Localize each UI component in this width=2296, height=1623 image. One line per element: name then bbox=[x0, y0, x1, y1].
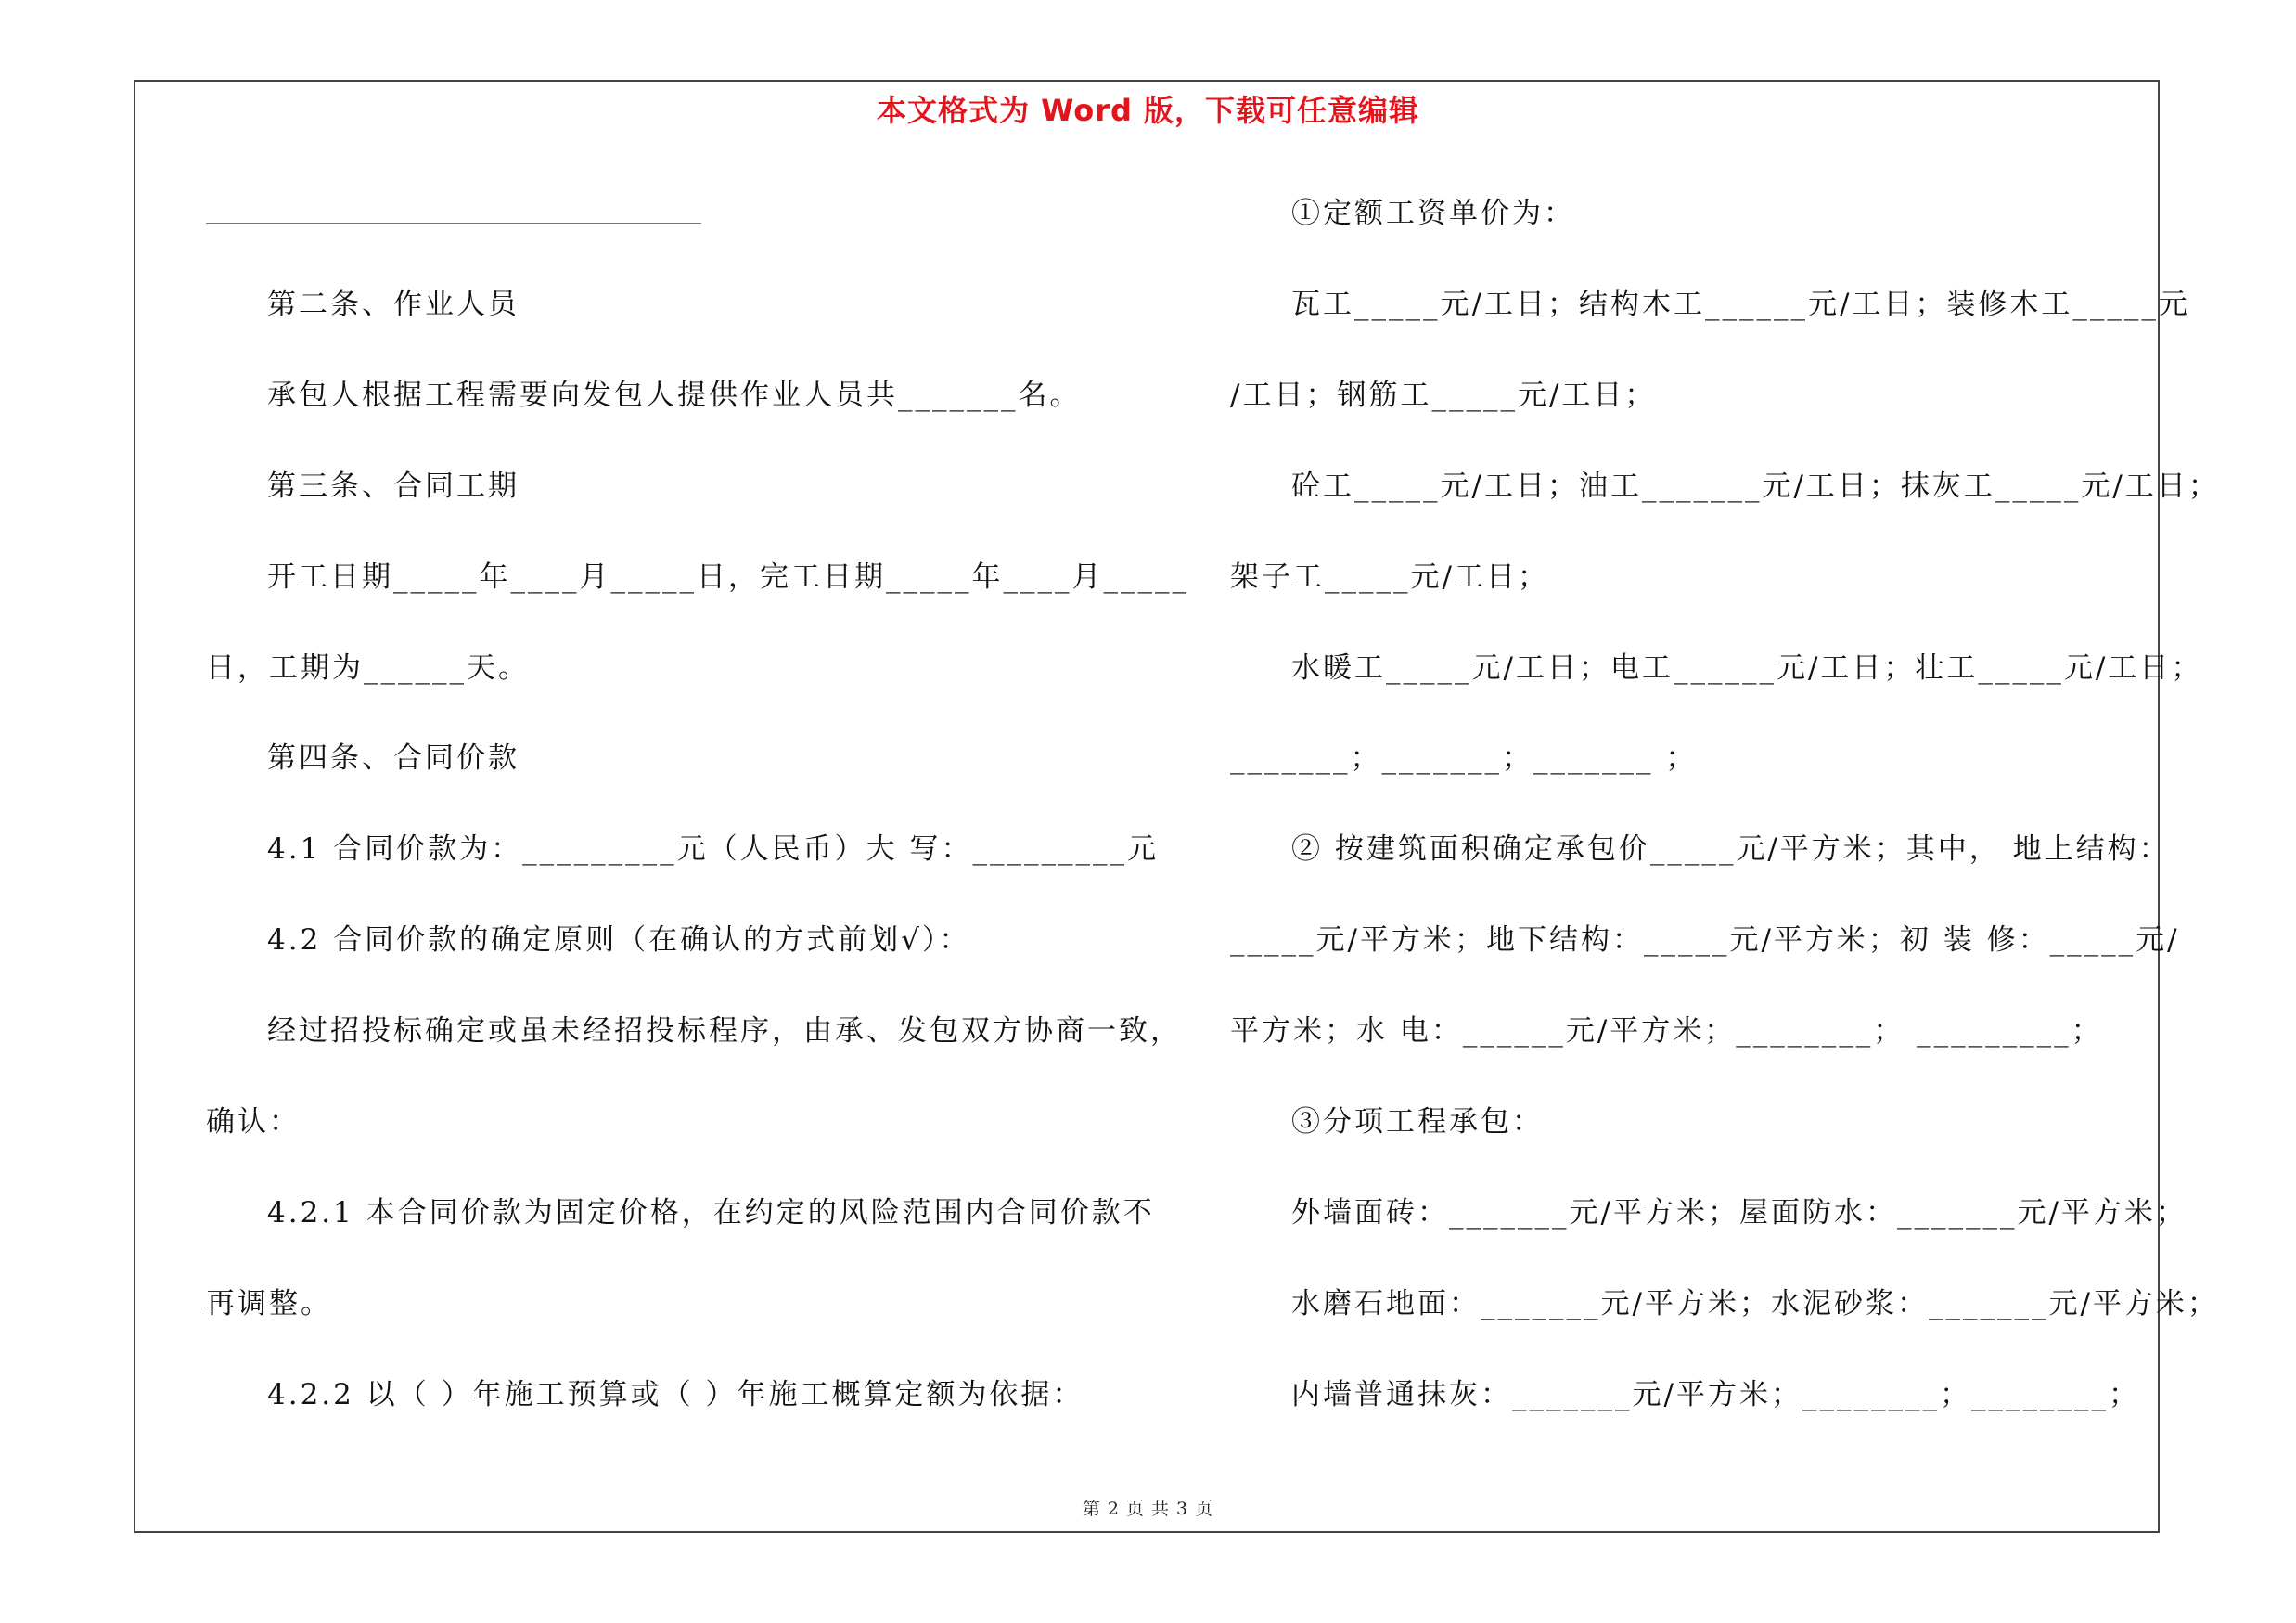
paragraph-line: 架子工_____元/工日； bbox=[1230, 560, 1549, 594]
paragraph-line: 承包人根据工程需要向发包人提供作业人员共_______名。 bbox=[267, 379, 1082, 412]
paragraph-line: 4.2 合同价款的确定原则（在确认的方式前划√）： bbox=[267, 923, 971, 957]
paragraph-line: 4.2.2 以（ ）年施工预算或（ ）年施工概算定额为依据： bbox=[267, 1378, 1084, 1411]
page-number-footer: 第 2 页 共 3 页 bbox=[1082, 1499, 1214, 1519]
paragraph-line: 瓦工_____元/工日；结构木工______元/工日；装修木工_____元 bbox=[1291, 288, 2190, 321]
paragraph-line: /工日；钢筋工_____元/工日； bbox=[1230, 379, 1657, 412]
paragraph-line: 砼工_____元/工日；油工_______元/工日；抹灰工_____元/工日； bbox=[1291, 470, 2220, 503]
paragraph-line: 4.2.1 本合同价款为固定价格，在约定的风险范围内合同价款不 bbox=[267, 1196, 1155, 1230]
paragraph-line: 经过招投标确定或虽未经招投标程序，由承、发包双方协商一致， bbox=[267, 1014, 1182, 1048]
paragraph-line: 外墙面砖：_______元/平方米；屋面防水：_______元/平方米； bbox=[1291, 1196, 2187, 1230]
section-heading-price: 第四条、合同价款 bbox=[267, 741, 519, 775]
format-banner: 本文格式为 Word 版，下载可任意编辑 bbox=[876, 93, 1420, 128]
paragraph-line: ② 按建筑面积确定承包价_____元/平方米；其中， 地上结构： bbox=[1291, 832, 2171, 866]
paragraph-line: 开工日期_____年____月_____日，完工日期_____年____月_____ bbox=[267, 560, 1189, 594]
top-blank-rule bbox=[206, 223, 701, 224]
paragraph-line: 水暖工_____元/工日；电工______元/工日；壮工_____元/工日； bbox=[1291, 651, 2203, 685]
paragraph-line: ①定额工资单价为： bbox=[1291, 197, 1575, 230]
paragraph-line: 4.1 合同价款为：_________元（人民币）大 写：_________元 bbox=[267, 832, 1160, 866]
paragraph-line: 内墙普通抹灰：_______元/平方米；________；________； bbox=[1291, 1378, 2140, 1411]
section-heading-personnel: 第二条、作业人员 bbox=[267, 288, 519, 321]
paragraph-line: _______；_______；_______ ； bbox=[1230, 741, 1698, 775]
section-heading-duration: 第三条、合同工期 bbox=[267, 470, 519, 503]
paragraph-line: 确认： bbox=[206, 1105, 301, 1139]
paragraph-line: 水磨石地面：_______元/平方米；水泥砂浆：_______元/平方米； bbox=[1291, 1287, 2219, 1320]
paragraph-line: 再调整。 bbox=[206, 1287, 332, 1320]
paragraph-line: _____元/平方米；地下结构：_____元/平方米；初 装 修：_____元/ bbox=[1230, 923, 2180, 957]
paragraph-line: 平方米；水 电：______元/平方米；________； _________； bbox=[1230, 1014, 2103, 1048]
paragraph-line: 日，工期为______天。 bbox=[206, 651, 530, 685]
paragraph-line: ③分项工程承包： bbox=[1291, 1105, 1544, 1139]
